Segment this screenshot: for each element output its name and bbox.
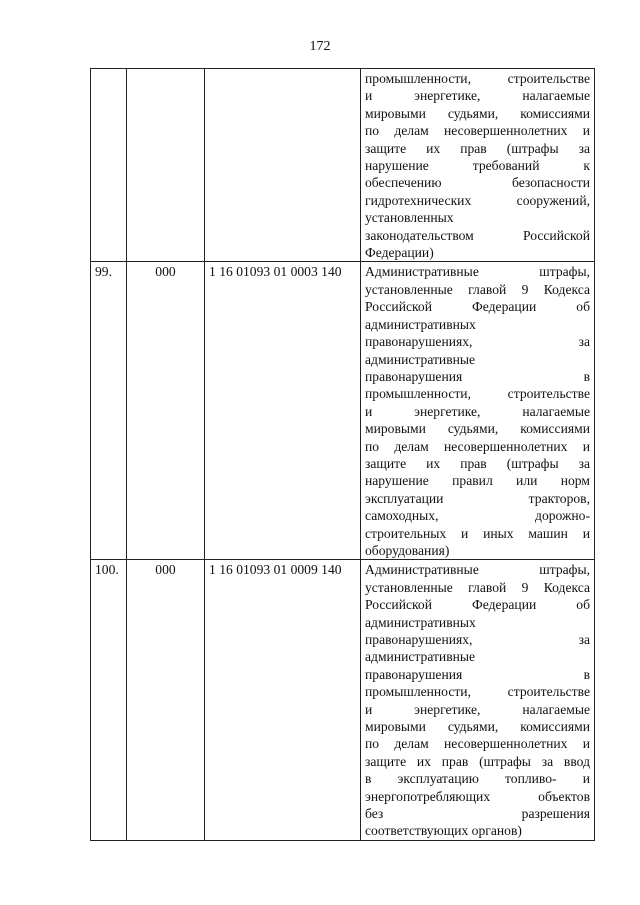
description-line: по делам несовершеннолетних и: [365, 123, 590, 139]
table-row: [91, 560, 595, 841]
description-line: законодательством Российской: [365, 227, 590, 243]
description-line: защите их прав (штрафы за ввод: [365, 753, 590, 769]
description-line: промышленности, строительстве: [365, 684, 590, 700]
description-line: Российской Федерации об: [365, 597, 590, 613]
description-line: соответствующих органов): [365, 823, 522, 839]
description-line: защите их прав (штрафы за: [365, 140, 590, 156]
description-line: нарушение требований к: [365, 158, 590, 174]
description-line: нарушение правил или норм: [365, 473, 590, 489]
classification-code-cell: 1 16 01093 01 0009 140: [205, 560, 361, 841]
description-line: энергопотребляющих объектов: [365, 788, 590, 804]
description-line: административных: [365, 316, 476, 332]
description-line: мировыми судьями, комиссиями: [365, 421, 590, 437]
description-line: мировыми судьями, комиссиями: [365, 719, 590, 735]
description-cell: [361, 262, 595, 560]
description-line: административные: [365, 351, 476, 367]
description-cell: [361, 69, 595, 262]
description-line: оборудования): [365, 542, 450, 558]
description-line: эксплуатации тракторов,: [365, 490, 590, 506]
description-line: установленные главой 9 Кодекса: [365, 579, 590, 595]
description-line: правонарушениях, за: [365, 632, 590, 647]
description-line: административных: [365, 614, 476, 630]
description-line: по делам несовершеннолетних и: [365, 736, 590, 752]
description-line: промышленности, строительстве: [365, 71, 590, 86]
description-line: без разрешения: [365, 806, 590, 822]
classification-code-cell: 1 16 01093 01 0003 140: [205, 262, 361, 560]
row-number-cell: 99.: [91, 262, 127, 560]
description-line: и энергетике, налагаемые: [365, 403, 590, 419]
table-row: [91, 262, 595, 560]
classification-code-cell: [205, 69, 361, 262]
description-cell: [361, 560, 595, 841]
description-line: Федерации): [365, 245, 434, 261]
description-line: самоходных, дорожно-: [365, 508, 590, 524]
description-line: установленных: [365, 210, 454, 226]
description-line: Административные штрафы,: [365, 264, 590, 280]
description-line: правонарушения в: [365, 666, 590, 682]
description-line: Российской Федерации об: [365, 299, 590, 315]
row-number-cell: 100.: [91, 560, 127, 841]
description-line: в эксплуатацию топливо- и: [365, 771, 590, 787]
table-row: [91, 69, 595, 262]
admin-code-cell: 000: [127, 262, 205, 560]
description-line: защите их прав (штрафы за: [365, 455, 590, 471]
admin-code-cell: [127, 69, 205, 262]
description-line: установленные главой 9 Кодекса: [365, 281, 590, 297]
admin-code-cell: 000: [127, 560, 205, 841]
description-line: Административные штрафы,: [365, 562, 590, 578]
description-line: мировыми судьями, комиссиями: [365, 105, 590, 121]
description-line: и энергетике, налагаемые: [365, 88, 590, 104]
description-line: обеспечению безопасности: [365, 175, 590, 191]
description-line: строительных и иных машин и: [365, 525, 590, 541]
description-line: административные: [365, 649, 476, 665]
description-line: по делам несовершеннолетних и: [365, 438, 590, 454]
budget-codes-table: [90, 68, 595, 841]
description-line: промышленности, строительстве: [365, 386, 590, 402]
description-line: правонарушениях, за: [365, 334, 590, 350]
description-line: гидротехнических сооружений,: [365, 192, 590, 208]
description-line: и энергетике, налагаемые: [365, 701, 590, 717]
row-number-cell: [91, 69, 127, 262]
description-line: правонарушения в: [365, 368, 590, 384]
page-number: 172: [309, 39, 331, 54]
